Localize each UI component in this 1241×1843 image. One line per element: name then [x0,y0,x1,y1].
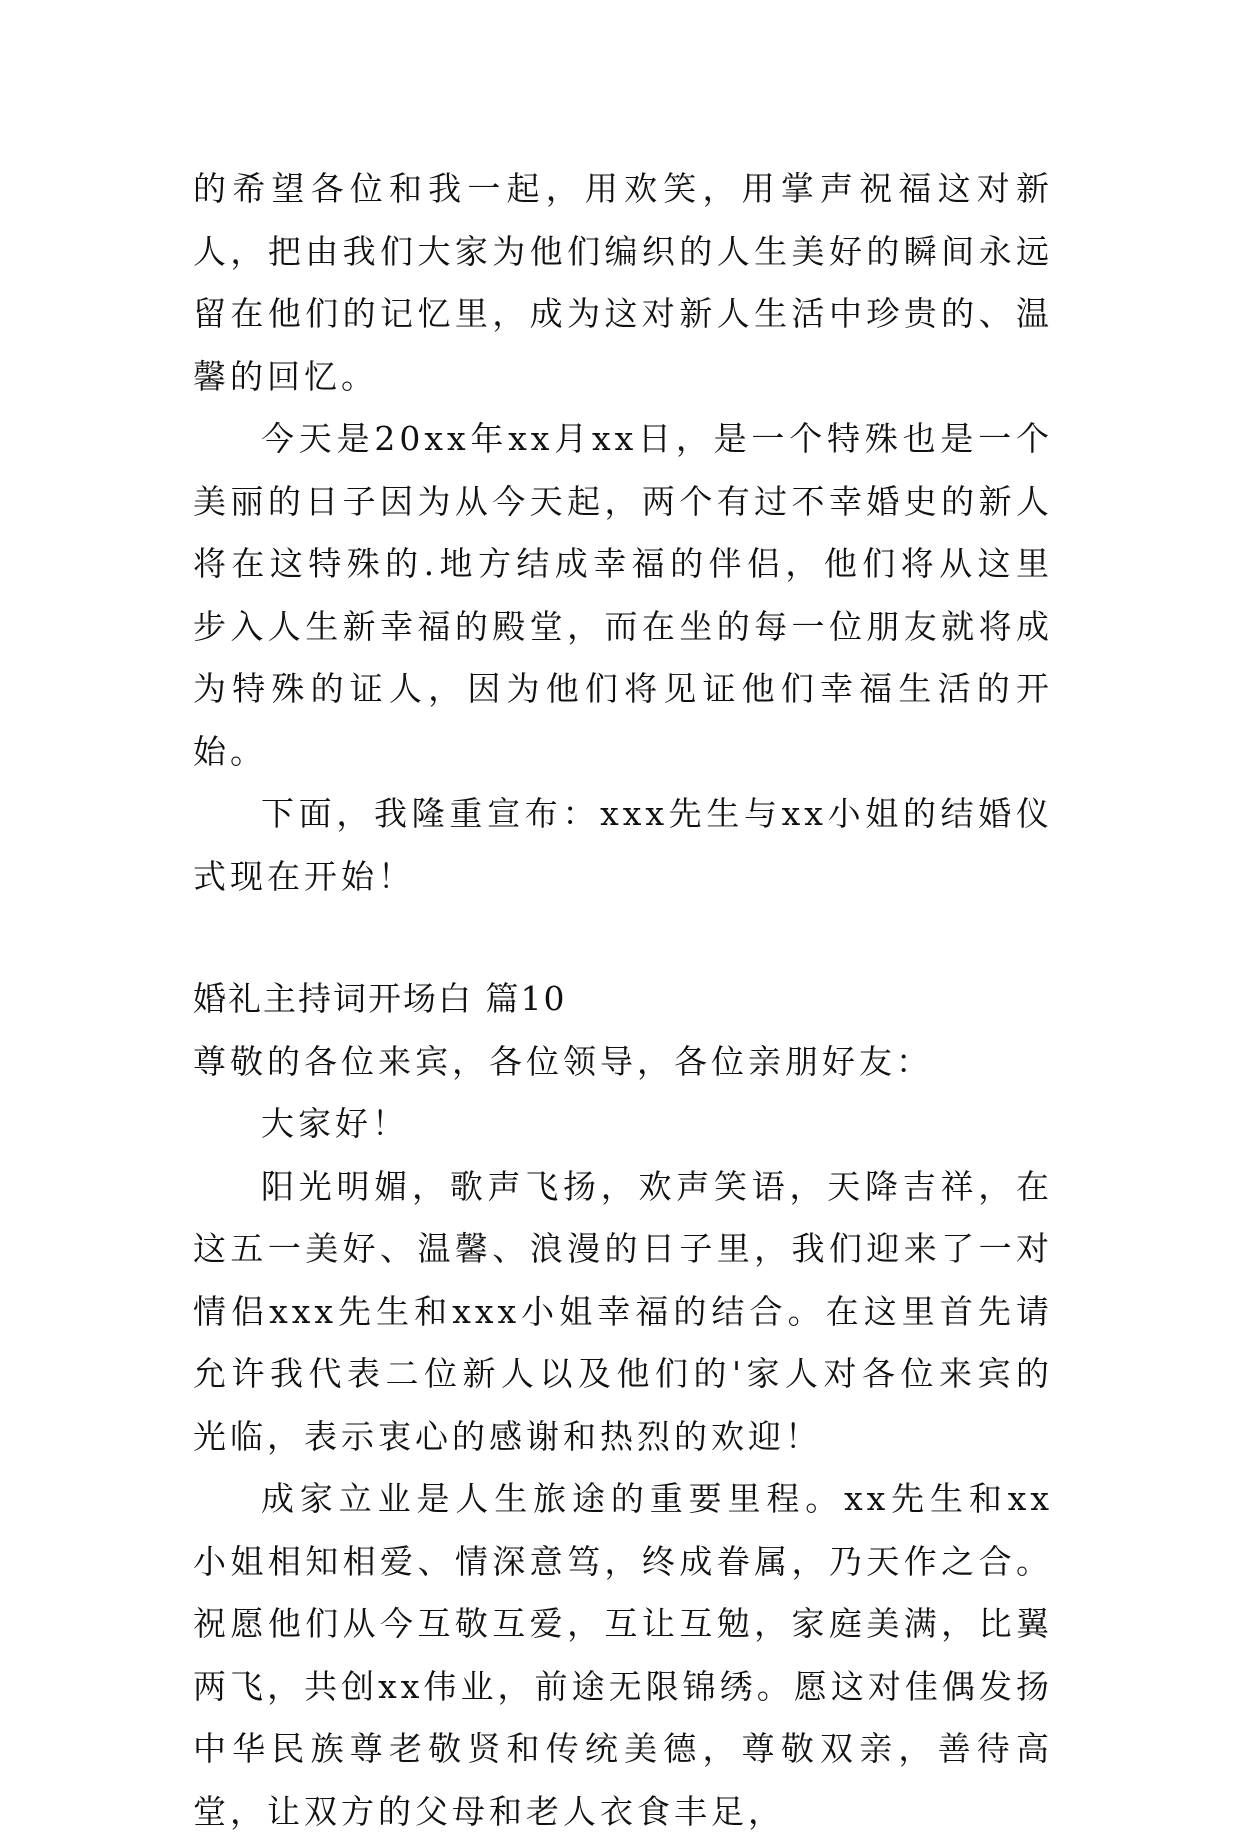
paragraph: 阳光明媚，歌声飞扬，欢声笑语，天降吉祥，在这五一美好、温馨、浪漫的日子里，我们迎来了一对情侣xxx先生和xxx小姐幸福的结合。在这里首先请允许我代表二位新人以及他们的'家人对各位来宾的光临，表示衷心的感谢和热烈的欢迎！ [193,1166,1053,1456]
section-spacer [193,908,1053,968]
section-heading: 婚礼主持词开场白 篇10 [193,979,567,1018]
document-body [193,158,1053,1843]
paragraph: 今天是20xx年xx月xx日，是一个特殊也是一个美丽的日子因为从今天起，两个有过不幸婚史的新人将在这特殊的.地方结成幸福的伴侣，他们将从这里步入人生新幸福的殿堂，而在坐的每一位朋友就将成为特殊的证人，因为他们将见证他们幸福生活的开始。 [193,419,1053,771]
salutation: 尊敬的各位来宾，各位领导，各位亲朋好友： [193,1041,933,1081]
paragraph: 的希望各位和我一起，用欢笑，用掌声祝福这对新人，把由我们大家为他们编织的人生美好的瞬间永远留在他们的记忆里，成为这对新人生活中珍贵的、温馨的回忆。 [193,169,1053,396]
paragraph: 下面，我隆重宣布：xxx先生与xx小姐的结婚仪式现在开始！ [193,794,1053,896]
paragraph: 成家立业是人生旅途的重要里程。xx先生和xx小姐相知相爱、情深意笃，终成眷属，乃天作之合。祝愿他们从今互敬互爱，互让互勉，家庭美满，比翼两飞，共创xx伟业，前途无限锦绣。愿这对佳偶发扬中华民族尊老敬贤和传统美德，尊敬双亲，善待高堂，让双方的父母和老人衣食丰足， [193,1479,1053,1831]
paragraph: 大家好！ [261,1104,409,1143]
